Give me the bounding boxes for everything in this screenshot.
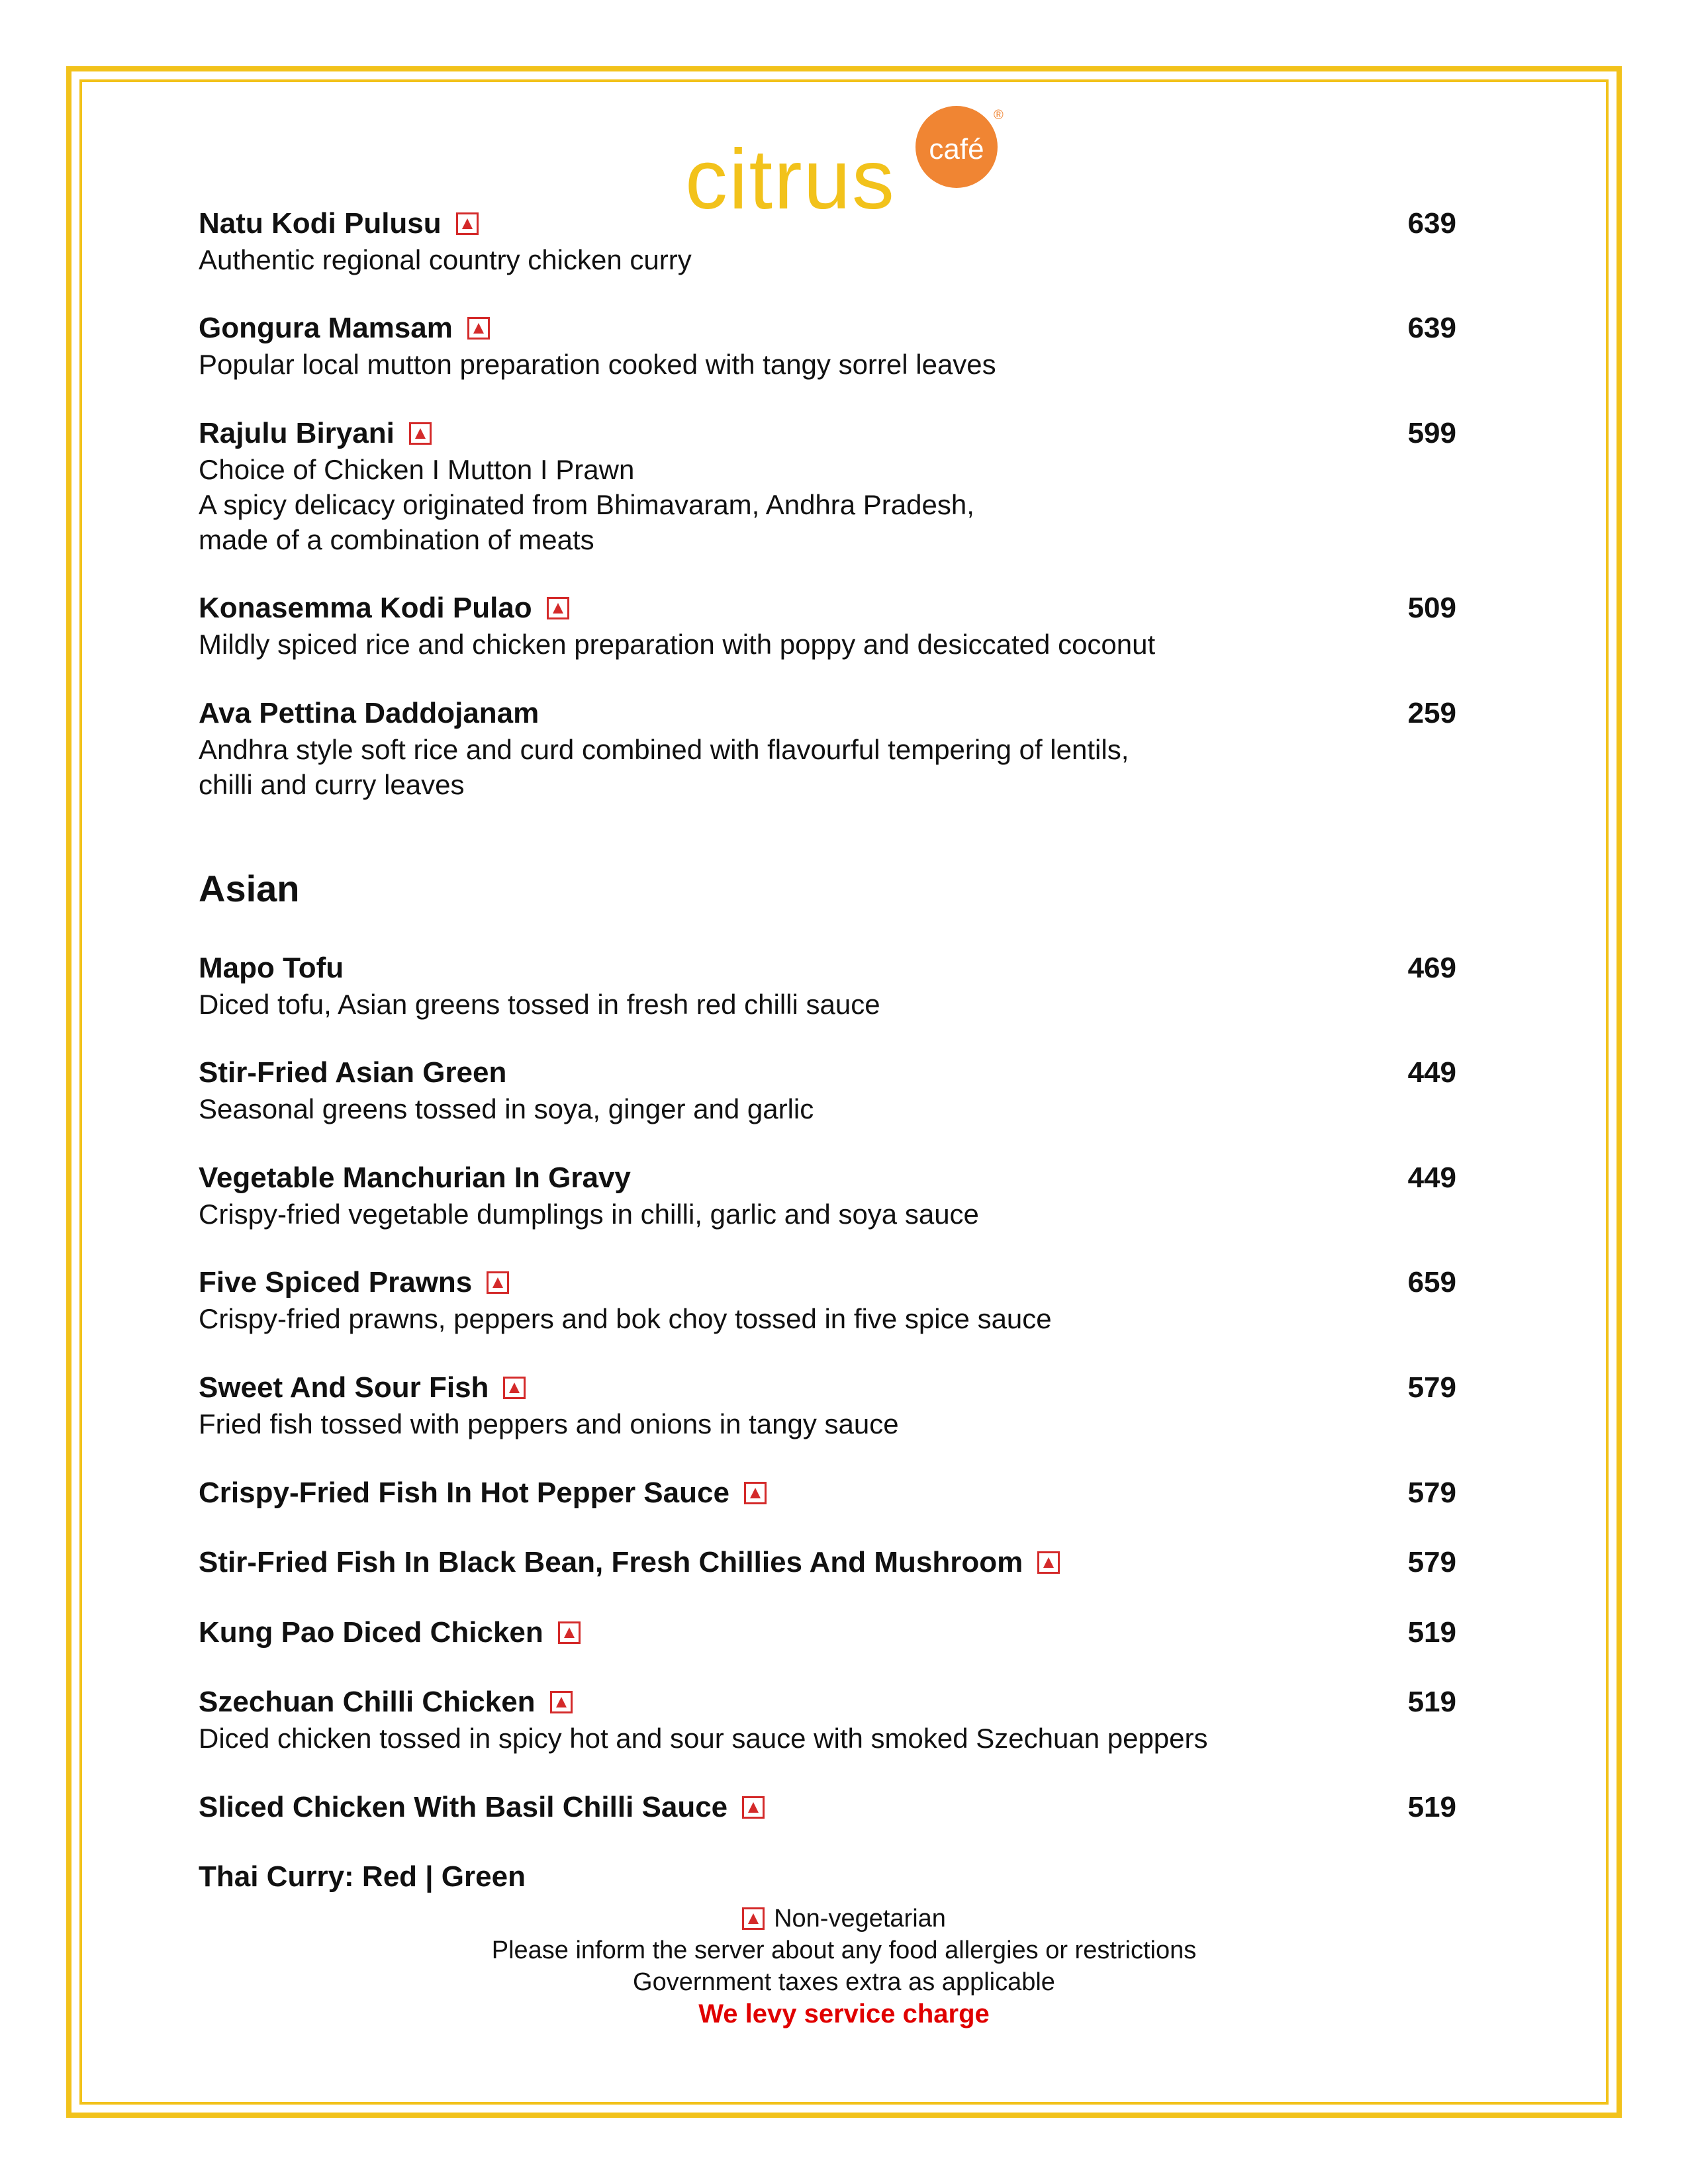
menu-item-description: made of a combination of meats — [199, 524, 594, 555]
logo-badge-text: café — [929, 133, 984, 165]
non-veg-icon — [467, 317, 490, 340]
menu-item — [199, 1684, 1456, 1756]
menu-item-header — [199, 1054, 1456, 1091]
citrus-cafe-logo — [679, 99, 1009, 218]
menu-item-header — [199, 1684, 1456, 1721]
menu-item-name-text: Vegetable Manchurian In Gravy — [199, 1161, 631, 1194]
menu-item-name — [199, 1054, 506, 1091]
menu-item-name — [199, 205, 479, 242]
menu-item-name-text: Stir-Fried Asian Green — [199, 1056, 507, 1089]
menu-item — [199, 1858, 1456, 1895]
menu-item — [199, 205, 1456, 277]
menu-item — [199, 1544, 1456, 1581]
menu-item-header — [199, 695, 1456, 732]
menu-item-header — [199, 415, 1456, 452]
non-veg-icon — [409, 422, 432, 445]
menu-item — [199, 1369, 1456, 1441]
service-charge-note: We levy service charge — [698, 1999, 990, 2028]
menu-footer — [199, 1903, 1489, 2030]
menu-item-name — [199, 1789, 765, 1826]
menu-item-name — [199, 950, 344, 987]
menu-item-description: Seasonal greens tossed in soya, ginger and garlic — [199, 1093, 814, 1124]
menu-item — [199, 415, 1456, 557]
menu-item-name-text: Rajulu Biryani — [199, 417, 395, 449]
menu-item-name-text: Sweet And Sour Fish — [199, 1371, 489, 1404]
menu-item-header — [199, 950, 1456, 987]
section-title-asian: Asian — [199, 868, 300, 909]
logo-wordmark: citrus — [685, 132, 896, 218]
menu-item-header — [199, 1858, 1456, 1895]
menu-item — [199, 1264, 1456, 1336]
menu-item-price: 519 — [1407, 1791, 1456, 1823]
menu-item-header — [199, 1544, 1456, 1581]
menu-item-name — [199, 310, 490, 347]
menu-item — [199, 695, 1456, 802]
non-veg-icon — [456, 212, 479, 235]
menu-item-name — [199, 1684, 573, 1721]
menu-item-header — [199, 1369, 1456, 1406]
menu-item-header — [199, 1614, 1456, 1651]
menu-item-name-text: Crispy-Fried Fish In Hot Pepper Sauce — [199, 1477, 729, 1509]
menu-item-description: Diced tofu, Asian greens tossed in fresh red chilli sauce — [199, 989, 880, 1020]
menu-item-name-text: Thai Curry: Red | Green — [199, 1860, 526, 1893]
menu-item-name — [199, 1858, 526, 1895]
menu-item — [199, 1054, 1456, 1126]
menu-item-name-text: Szechuan Chilli Chicken — [199, 1686, 536, 1718]
menu-item-header — [199, 1160, 1456, 1197]
non-veg-icon — [503, 1377, 526, 1399]
non-veg-icon — [558, 1621, 581, 1644]
menu-item-name — [199, 1614, 581, 1651]
menu-item-name — [199, 415, 432, 452]
menu-item-name-text: Konasemma Kodi Pulao — [199, 592, 532, 624]
menu-item-description: Mildly spiced rice and chicken preparation with poppy and desiccated coconut — [199, 629, 1156, 660]
menu-item-name — [199, 1475, 767, 1512]
non-veg-icon — [1037, 1551, 1060, 1574]
legend-label: Non-vegetarian — [774, 1905, 946, 1933]
menu-item-name-text: Natu Kodi Pulusu — [199, 207, 442, 240]
menu-item-price: 469 — [1407, 952, 1456, 984]
menu-item-description: Authentic regional country chicken curry — [199, 244, 692, 275]
menu-item-name-text: Ava Pettina Daddojanam — [199, 697, 539, 729]
non-veg-icon — [742, 1796, 765, 1819]
menu-item-name — [199, 1369, 526, 1406]
tax-note: Government taxes extra as applicable — [633, 1968, 1055, 1996]
menu-item-description: A spicy delicacy originated from Bhimavaram, Andhra Pradesh, — [199, 489, 974, 520]
menu-item-description: Crispy-fried vegetable dumplings in chilli, garlic and soya sauce — [199, 1199, 979, 1230]
menu-item-header — [199, 1789, 1456, 1826]
menu-item-header — [199, 1475, 1456, 1512]
menu-item-name-text: Gongura Mamsam — [199, 312, 453, 344]
menu-item-header — [199, 1264, 1456, 1301]
legend-row — [199, 1903, 1489, 1934]
menu-item-price: 659 — [1407, 1266, 1456, 1298]
non-veg-icon — [742, 1907, 765, 1930]
menu-item-description: chilli and curry leaves — [199, 769, 465, 800]
menu-item — [199, 1160, 1456, 1232]
menu-item-price: 579 — [1407, 1371, 1456, 1404]
menu-item-price: 639 — [1407, 312, 1456, 344]
menu-item-name-text: Kung Pao Diced Chicken — [199, 1616, 543, 1649]
menu-item-price: 519 — [1407, 1686, 1456, 1718]
non-veg-icon — [487, 1271, 509, 1294]
menu-item-price: 599 — [1407, 417, 1456, 449]
menu-item-name — [199, 695, 539, 732]
menu-item-name-text: Mapo Tofu — [199, 952, 344, 984]
non-veg-icon — [744, 1482, 767, 1504]
menu-item-description: Popular local mutton preparation cooked with tangy sorrel leaves — [199, 349, 996, 380]
menu-item-name — [199, 1160, 631, 1197]
menu-item-header — [199, 590, 1456, 627]
menu-item — [199, 590, 1456, 662]
menu-item — [199, 310, 1456, 382]
non-veg-icon — [550, 1691, 573, 1713]
menu-item-name-text: Sliced Chicken With Basil Chilli Sauce — [199, 1791, 728, 1823]
logo-registered-mark: ® — [994, 108, 1004, 122]
menu-item — [199, 950, 1456, 1022]
allergy-note: Please inform the server about any food allergies or restrictions — [491, 1936, 1197, 1964]
menu-item-name — [199, 1264, 509, 1301]
menu-item-description: Choice of Chicken I Mutton I Prawn — [199, 454, 635, 485]
non-veg-icon — [547, 597, 569, 619]
menu-item-name-text: Five Spiced Prawns — [199, 1266, 473, 1298]
menu-item — [199, 1475, 1456, 1512]
menu-item-header — [199, 205, 1456, 242]
menu-item-header — [199, 310, 1456, 347]
menu-item-description: Andhra style soft rice and curd combined with flavourful tempering of lentils, — [199, 734, 1129, 765]
menu-item-price: 449 — [1407, 1161, 1456, 1194]
menu-item-name — [199, 1544, 1060, 1581]
menu-item-price: 449 — [1407, 1056, 1456, 1089]
menu-item — [199, 1789, 1456, 1826]
menu-item-description: Crispy-fried prawns, peppers and bok choy tossed in five spice sauce — [199, 1303, 1052, 1334]
menu-item-name-text: Stir-Fried Fish In Black Bean, Fresh Chillies And Mushroom — [199, 1546, 1023, 1578]
menu-item-price: 639 — [1407, 207, 1456, 240]
menu-item-description: Diced chicken tossed in spicy hot and sour sauce with smoked Szechuan peppers — [199, 1723, 1208, 1754]
menu-item-price: 509 — [1407, 592, 1456, 624]
menu-item-name — [199, 590, 569, 627]
menu-item-price: 579 — [1407, 1546, 1456, 1578]
menu-item — [199, 1614, 1456, 1651]
menu-item-price: 579 — [1407, 1477, 1456, 1509]
menu-item-price: 259 — [1407, 697, 1456, 729]
menu-item-price: 519 — [1407, 1616, 1456, 1649]
menu-item-description: Fried fish tossed with peppers and onions in tangy sauce — [199, 1408, 899, 1439]
